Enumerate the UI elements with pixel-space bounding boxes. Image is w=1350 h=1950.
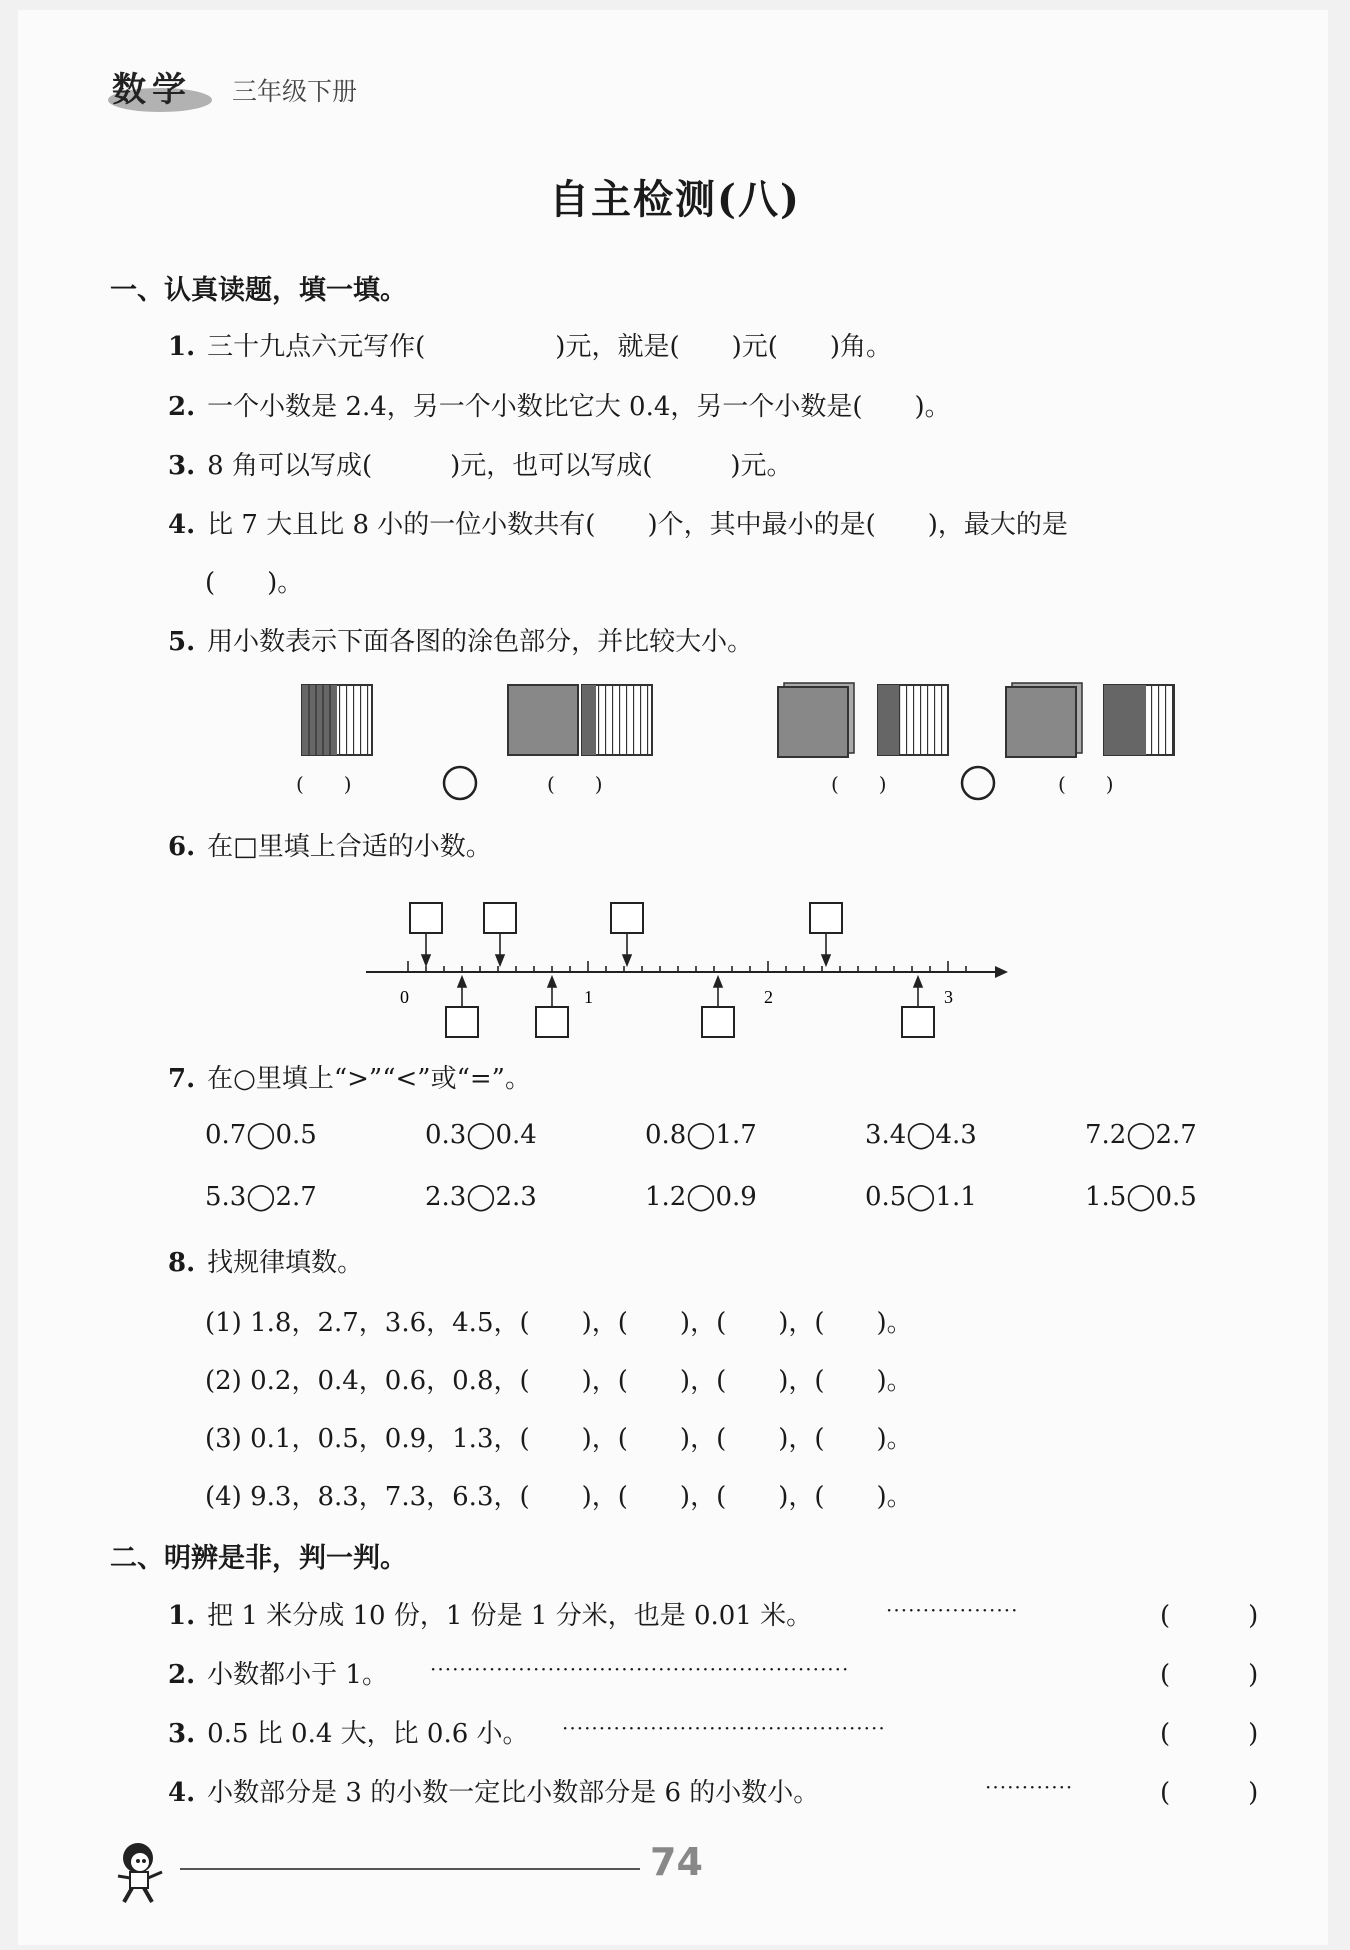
cartoon-mascot-icon <box>108 1838 178 1908</box>
answer-box <box>611 903 643 933</box>
question-3 <box>168 445 793 482</box>
question-number: 4. <box>168 510 196 540</box>
question-text: 在□里填上合适的小数。 <box>207 832 492 862</box>
question-7 <box>168 1058 531 1095</box>
answer-box <box>446 1007 478 1037</box>
answer-box <box>702 1007 734 1037</box>
compare-item[interactable]: 1.5◯0.5 <box>1085 1182 1197 1212</box>
section2-heading: 二、明辨是非，判一判。 <box>110 1543 407 1574</box>
question-number: 7. <box>168 1064 196 1094</box>
question-text: 小数都小于 1。 <box>207 1660 388 1690</box>
compare-item[interactable]: 0.3◯0.4 <box>425 1120 537 1150</box>
pattern-item[interactable]: (4) 9.3，8.3，7.3，6.3，( )，( )，( )，( )。 <box>205 1482 913 1512</box>
compare-item[interactable]: 0.8◯1.7 <box>645 1120 757 1150</box>
leader-dots: ············································ <box>562 1716 886 1740</box>
number-line <box>360 895 1010 1045</box>
figure-full-a <box>508 685 652 755</box>
compare-item[interactable]: 0.7◯0.5 <box>205 1120 317 1150</box>
question-text: 比 7 大且比 8 小的一位小数共有( )个，其中最小的是( )，最大的是 <box>207 510 1068 540</box>
tick-label: 1 <box>584 987 593 1007</box>
question-2 <box>168 386 951 423</box>
question-number: 1. <box>168 332 196 362</box>
question-6 <box>168 826 492 863</box>
compare-item[interactable]: 2.3◯2.3 <box>425 1182 537 1212</box>
judge-item-1 <box>168 1595 812 1632</box>
leader-dots: ············ <box>985 1775 1074 1799</box>
question-text: 找规律填数。 <box>207 1248 364 1278</box>
compare-circle <box>444 767 476 799</box>
question-text: 0.5 比 0.4 大，比 0.6 小。 <box>207 1719 529 1749</box>
question-4 <box>168 504 1068 541</box>
question-8 <box>168 1242 363 1279</box>
subject-label: 数学 <box>112 70 192 110</box>
answer-box <box>410 903 442 933</box>
page-title: 自主检测(八) <box>549 176 801 223</box>
answer-box <box>536 1007 568 1037</box>
judge-item-3 <box>168 1713 529 1750</box>
compare-item[interactable]: 5.3◯2.7 <box>205 1182 317 1212</box>
question-number: 5. <box>168 627 196 657</box>
answer-paren[interactable]: ( ) <box>1058 772 1114 796</box>
answer-paren[interactable]: ( ) <box>547 772 603 796</box>
answer-box <box>810 903 842 933</box>
question-number: 3. <box>168 451 196 481</box>
question-4-continued: ( )。 <box>205 568 304 598</box>
leader-dots: ························································· <box>430 1657 850 1681</box>
tick-label: 0 <box>400 987 409 1007</box>
question-text: 8 角可以写成( )元，也可以写成( )元。 <box>207 451 793 481</box>
question-number: 3. <box>168 1719 196 1749</box>
question-text: 三十九点六元写作( )元，就是( )元( )角。 <box>207 332 893 362</box>
judge-paren[interactable]: ( ) <box>1160 1778 1259 1808</box>
tick-label: 3 <box>944 987 953 1007</box>
question-text: 小数部分是 3 的小数一定比小数部分是 6 的小数小。 <box>207 1778 820 1808</box>
answer-box <box>484 903 516 933</box>
judge-paren[interactable]: ( ) <box>1160 1719 1259 1749</box>
question-number: 4. <box>168 1778 196 1808</box>
answer-box <box>902 1007 934 1037</box>
figure-full-b <box>778 683 948 757</box>
answer-paren[interactable]: ( ) <box>296 772 352 796</box>
compare-circle <box>962 767 994 799</box>
tick-label: 2 <box>764 987 773 1007</box>
judge-item-4 <box>168 1772 819 1809</box>
answer-paren[interactable]: ( ) <box>831 772 887 796</box>
question-text: 把 1 米分成 10 份，1 份是 1 分米，也是 0.01 米。 <box>207 1601 813 1631</box>
leader-dots: ·················· <box>886 1598 1019 1622</box>
figure-full-c <box>1006 683 1174 757</box>
question-number: 8. <box>168 1248 196 1278</box>
question-number: 6. <box>168 832 196 862</box>
grade-label: 三年级下册 <box>232 77 358 106</box>
question-number: 1. <box>168 1601 196 1631</box>
question-number: 2. <box>168 1660 196 1690</box>
figure-striped-a <box>302 685 372 755</box>
question-5 <box>168 621 753 658</box>
page-number: 74 <box>650 1840 703 1884</box>
pattern-item[interactable]: (2) 0.2，0.4，0.6，0.8，( )，( )，( )，( )。 <box>205 1366 913 1396</box>
question-text: 一个小数是 2.4，另一个小数比它大 0.4，另一个小数是( )。 <box>207 392 951 422</box>
footer-rule <box>180 1868 640 1870</box>
judge-paren[interactable]: ( ) <box>1160 1601 1259 1631</box>
compare-item[interactable]: 3.4◯4.3 <box>865 1120 977 1150</box>
question-number: 2. <box>168 392 196 422</box>
compare-item[interactable]: 0.5◯1.1 <box>865 1182 977 1212</box>
judge-paren[interactable]: ( ) <box>1160 1660 1259 1690</box>
section1-heading: 一、认真读题，填一填。 <box>110 275 407 306</box>
judge-item-2 <box>168 1654 388 1691</box>
pattern-item[interactable]: (3) 0.1，0.5，0.9，1.3，( )，( )，( )，( )。 <box>205 1424 913 1454</box>
question-text: 用小数表示下面各图的涂色部分，并比较大小。 <box>207 627 754 657</box>
question-1 <box>168 326 892 363</box>
question-text: 在○里填上“>”“<”或“=”。 <box>207 1064 531 1094</box>
pattern-item[interactable]: (1) 1.8，2.7，3.6，4.5，( )，( )，( )，( )。 <box>205 1308 913 1338</box>
compare-item[interactable]: 1.2◯0.9 <box>645 1182 757 1212</box>
compare-item[interactable]: 7.2◯2.7 <box>1085 1120 1197 1150</box>
